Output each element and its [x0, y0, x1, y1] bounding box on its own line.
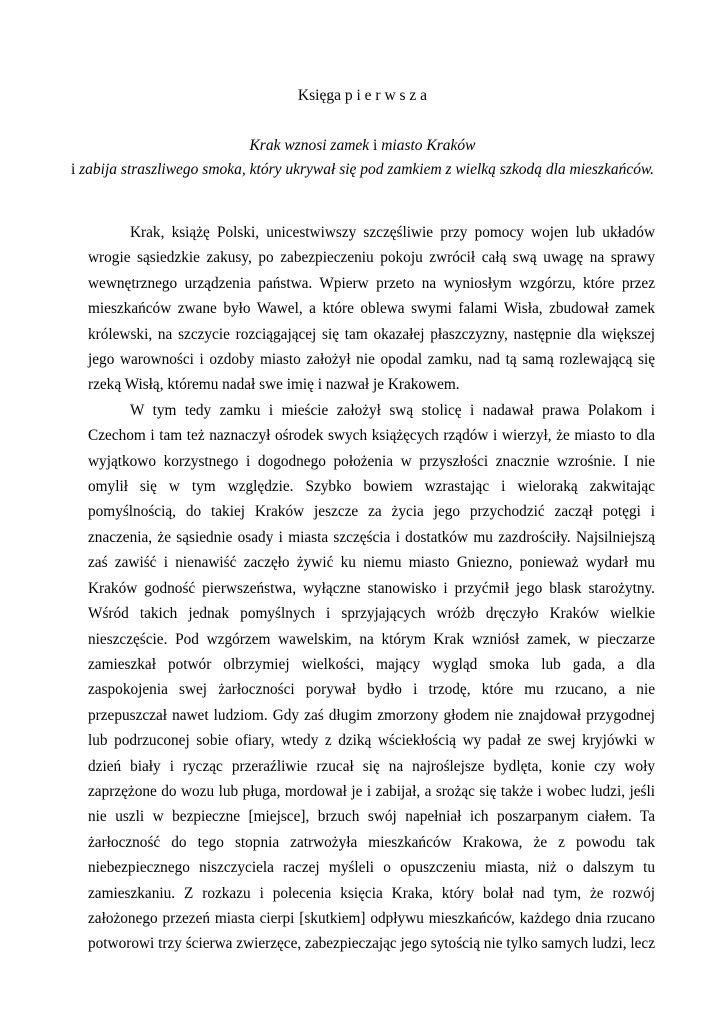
chapter-title-segment: i [369, 137, 382, 154]
chapter-title-segment: Krak wznosi zamek [249, 137, 370, 154]
chapter-title-segment: zabija straszliwego smoka, który ukrywał się pod zamkiem z wielką szkodą dla mieszkańców. [79, 161, 655, 178]
book-title [0, 86, 725, 106]
book-title-spaced: p i e r w s z a [344, 87, 428, 104]
paragraph-2: W tym tedy zamku i mieście założył swą stolicę i nadawał prawa Polakom i Czechom i tam też naznaczył ośrodek swych książęcych rządów i wierzył, że miasto to dla wyjątkowo korzystnego i dogodnego położenia w przyszłości znacznie wzrośnie. I nie omylił się w tym względzie. Szybko bowiem wzrastając i wieloraką zakwitając pomyślnością, do takiej Kraków jeszcze za życia jego przychodzić zaczął potęgi i znaczenia, że sąsiednie osady i miasta szczęścia i dostatków mu zazdrościły. Najsilniejszą zaś zawiść i nienawiść zaczęło żywić ku niemu miasto Gniezno, ponieważ wydarł mu Kraków godność pierwszeństwa, wyłączne stanowisko i przyćmił jego blask starożytny. Wśród takich jednak pomyślnych i sprzyjających wróżb dręczyło Kraków wielkie nieszczęście. Pod wzgórzem wawelskim, na którym Krak wzniósł zamek, w pieczarze zamieszkał potwór olbrzymiej wielkości, mający wygląd smoka lub gada, a dla zaspokojenia swej żarłoczności porywał bydło i trzodę, które mu rzucano, a nie przepuszczał nawet ludziom. Gdy zaś długim zmorzony głodem nie znajdował przygodnej lub podrzuconej sobie ofiary, wtedy z dziką wściekłością wy padał ze swej kryjówki w dzień biały i rycząc przeraźliwie rzucał się na najroślejsze bydlęta, konie czy woły zaprzężone do wozu lub pługa, mordował je i zabijał, a srożąc się także i wobec ludzi, jeśli nie uszli w bezpieczne [miejsce], brzuch swój napełniał ich poszarpanym ciałem. Ta żarłoczność do tego stopnia zatrwożyła mieszkańców Krakowa, że z powodu tak niebezpiecznego niszczyciela raczej myśleli o opuszczeniu miasta, niż o dalszym tu zamieszkaniu. Z rozkazu i polecenia księcia Kraka, który bolał nad tym, że rozwój założonego przezeń miasta cierpi [skutkiem] odpływu mieszkańców, każdego dnia rzucano potworowi trzy ścierwa zwierzęce, zabezpieczając jego sytością nie tylko samych ludzi, lecz [88, 401, 655, 953]
body-text [88, 220, 655, 957]
chapter-title-line-2 [60, 158, 665, 182]
chapter-title-segment: miasto Kraków [381, 137, 476, 154]
chapter-title-segment: i [70, 161, 80, 178]
book-title-prefix: Księga [297, 87, 345, 104]
chapter-title-line-1 [60, 134, 665, 158]
paragraph-1: Krak, książę Polski, unicestwiwszy szczęśliwie przy pomocy wojen lub układów wrogie sąsiedzkie zakusy, po zabezpieczeniu pokoju zwrócił całą swą uwagę na sprawy wewnętrznego urządzenia państwa. Wpierw przeto na wyniosłym wzgórzu, które przez mieszkańców zwane było Wawel, a które oblewa swymi falami Wisła, zbudował zamek królewski, na szczycie rozciągającej się tam okazałej płaszczyzny, następnie dla większej jego warowności i ozdoby miasto założył nie opodal zamku, nad tą samą rozlewającą się rzeką Wisłą, któremu nadał swe imię i nazwał je Krakowem. [88, 224, 655, 394]
chapter-title [60, 134, 665, 182]
